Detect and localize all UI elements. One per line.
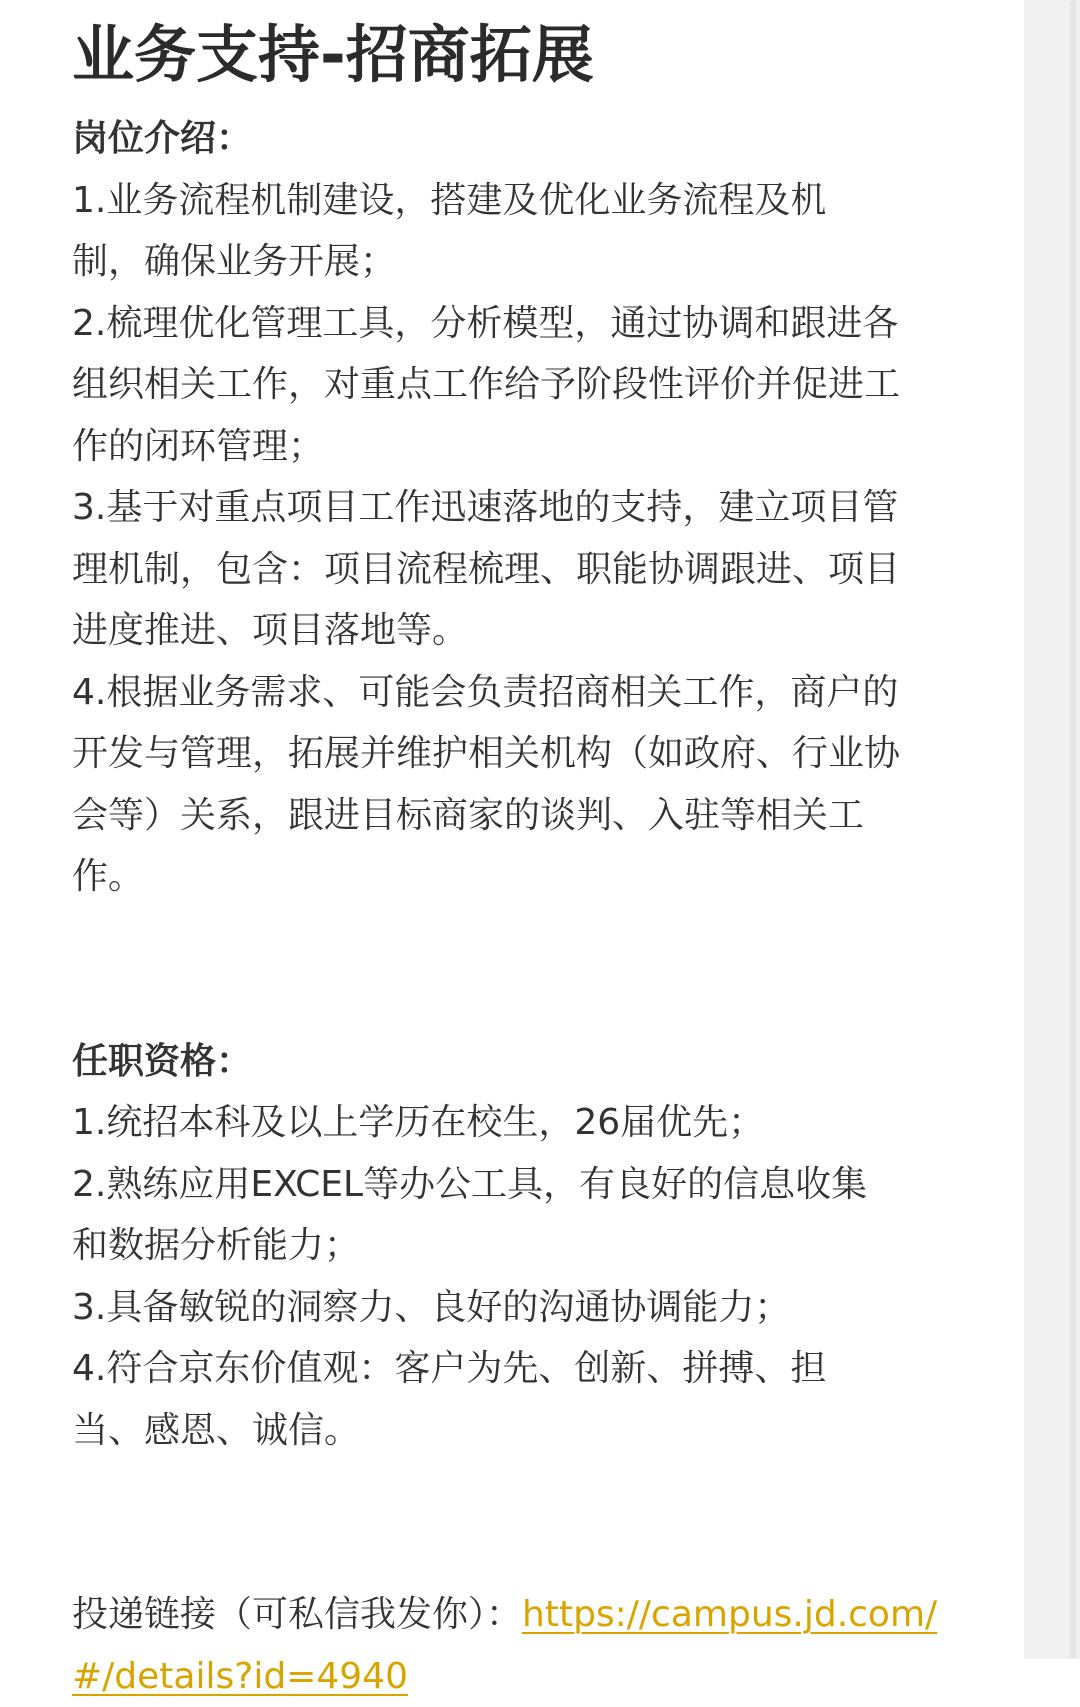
job-intro-item: 3.基于对重点项目工作迅速落地的支持，建立项目管理机制，包含：项目流程梳理、职能协调跟进、项目进度推进、项目落地等。 <box>72 487 901 651</box>
post-content <box>72 0 1012 1707</box>
job-intro-section <box>72 108 1012 908</box>
spacer <box>72 908 1012 1031</box>
job-intro-item: 2.梳理优化管理工具，分析模型，通过协调和跟进各组织相关工作，对重点工作给予阶段性评价并促进工作的闭环管理； <box>72 302 901 467</box>
job-intro-item: 1.业务流程机制建设，搭建及优化业务流程及机制，确保业务开展； <box>72 179 827 282</box>
requirements-item: 4.符合京东价值观：客户为先、创新、拼搏、担当、感恩、诚信。 <box>72 1348 827 1451</box>
apply-label: 投递链接（可私信我发你）： <box>72 1594 523 1635</box>
requirements-item: 2.熟练应用EXCEL等办公工具，有良好的信息收集和数据分析能力； <box>72 1163 868 1266</box>
apply-link[interactable]: https://campus.jd.com/#/details?id=4940 <box>72 1594 938 1697</box>
requirements-heading: 任职资格： <box>72 1040 253 1082</box>
requirements-item: 1.统招本科及以上学历在校生，26届优先； <box>72 1102 765 1143</box>
job-intro-item: 4.根据业务需求、可能会负责招商相关工作，商户的开发与管理，拓展并维护相关机构（如政府、行业协会等）关系，跟进目标商家的谈判、入驻等相关工作。 <box>72 671 901 897</box>
scrollbar[interactable] <box>1024 0 1080 1659</box>
requirements-item: 3.具备敏锐的洞察力、良好的沟通协调能力； <box>72 1286 791 1328</box>
scrollbar-thumb[interactable] <box>1070 0 1076 1659</box>
job-intro-heading: 岗位介绍： <box>72 118 253 159</box>
spacer <box>72 1461 1012 1584</box>
requirements-section <box>72 1031 1012 1462</box>
apply-section <box>72 1584 1012 1707</box>
page-title: 业务支持-招商拓展 <box>72 18 594 91</box>
